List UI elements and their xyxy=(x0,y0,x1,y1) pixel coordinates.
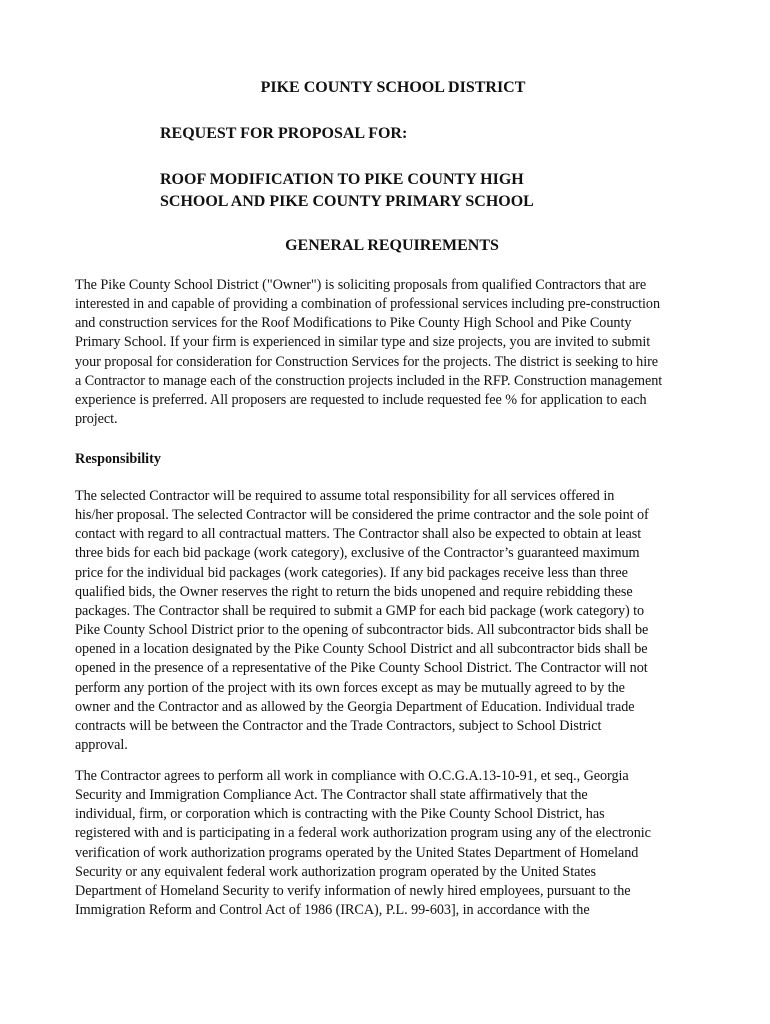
text-line: Department of Homeland Security to verify information of newly hired employees, pursuant to the xyxy=(75,882,631,899)
text-line: registered with and is participating in a federal work authorization program using any of the electronic xyxy=(75,825,651,842)
responsibility-paragraph xyxy=(75,487,715,755)
rfp-title: REQUEST FOR PROPOSAL FOR: xyxy=(160,125,408,142)
text-line: owner and the Contractor and as allowed by the Georgia Department of Education. Individual trade xyxy=(75,698,635,715)
text-line: and construction services for the Roof Modifications to Pike County High School and Pike County xyxy=(75,315,632,332)
text-line: The Pike County School District ("Owner") is soliciting proposals from qualified Contractors that are xyxy=(75,277,647,293)
text-line: opened in the presence of a representative of the Pike County School District. The Contractor will not xyxy=(75,660,648,677)
text-line: contact with regard to all contractual matters. The Contractor shall also be expected to obtain at least xyxy=(75,526,642,543)
text-line: packages. The Contractor shall be required to submit a GMP for each bid package (work category) to xyxy=(75,602,645,619)
compliance-paragraph xyxy=(75,767,715,920)
project-title-line: SCHOOL AND PIKE COUNTY PRIMARY SCHOOL xyxy=(160,193,534,210)
text-line: contracts will be between the Contractor and the Trade Contractors, subject to School District xyxy=(75,717,602,734)
text-line: approval. xyxy=(75,737,128,754)
district-title: PIKE COUNTY SCHOOL DISTRICT xyxy=(260,79,526,96)
text-line: a Contractor to manage each of the construction projects included in the RFP. Construction management xyxy=(75,372,663,389)
text-line: Immigration Reform and Control Act of 1986 (IRCA), P.L. 99-603], in accordance with the xyxy=(75,902,590,919)
text-line: The selected Contractor will be required to assume total responsibility for all services offered in xyxy=(75,488,615,504)
text-line: opened in a location designated by the Pike County School District and all subcontractor bids shall be xyxy=(75,641,648,658)
text-line: Security or any equivalent federal work authorization program operated by the United States xyxy=(75,863,596,880)
responsibility-heading: Responsibility xyxy=(75,451,161,467)
text-line: individual, firm, or corporation which is contracting with the Pike County School District, has xyxy=(75,806,605,823)
text-line: Security and Immigration Compliance Act. The Contractor shall state affirmatively that the xyxy=(75,787,588,804)
text-line: qualified bids, the Owner reserves the right to return the bids unopened and require rebidding these xyxy=(75,583,633,600)
project-title xyxy=(160,169,630,213)
text-line: The Contractor agrees to perform all work in compliance with O.C.G.A.13-10-91, et seq., Georgia xyxy=(75,768,629,784)
section-title: GENERAL REQUIREMENTS xyxy=(285,237,499,254)
text-line: three bids for each bid package (work category), exclusive of the Contractor’s guaranteed maximum xyxy=(75,545,640,562)
text-line: your proposal for consideration for Construction Services for the projects. The district is seeking to hire xyxy=(75,353,659,370)
text-line: interested in and capable of providing a combination of professional services including pre-construction xyxy=(75,296,660,313)
text-line: project. xyxy=(75,411,118,428)
text-line: verification of work authorization programs operated by the United States Department of Homeland xyxy=(75,844,639,861)
text-line: his/her proposal. The selected Contractor will be considered the prime contractor and the sole point of xyxy=(75,507,649,524)
project-title-line: ROOF MODIFICATION TO PIKE COUNTY HIGH xyxy=(160,171,524,188)
text-line: experience is preferred. All proposers are requested to include requested fee % for application to each xyxy=(75,391,647,408)
intro-paragraph xyxy=(75,276,715,429)
text-line: perform any portion of the project with its own forces except as may be mutually agreed to by the xyxy=(75,679,625,696)
text-line: Primary School. If your firm is experienced in similar type and size projects, you are invited to submit xyxy=(75,334,651,351)
text-line: Pike County School District prior to the opening of subcontractor bids. All subcontractor bids shall be xyxy=(75,622,649,639)
text-line: price for the individual bid packages (work categories). If any bid packages receive less than three xyxy=(75,564,628,581)
